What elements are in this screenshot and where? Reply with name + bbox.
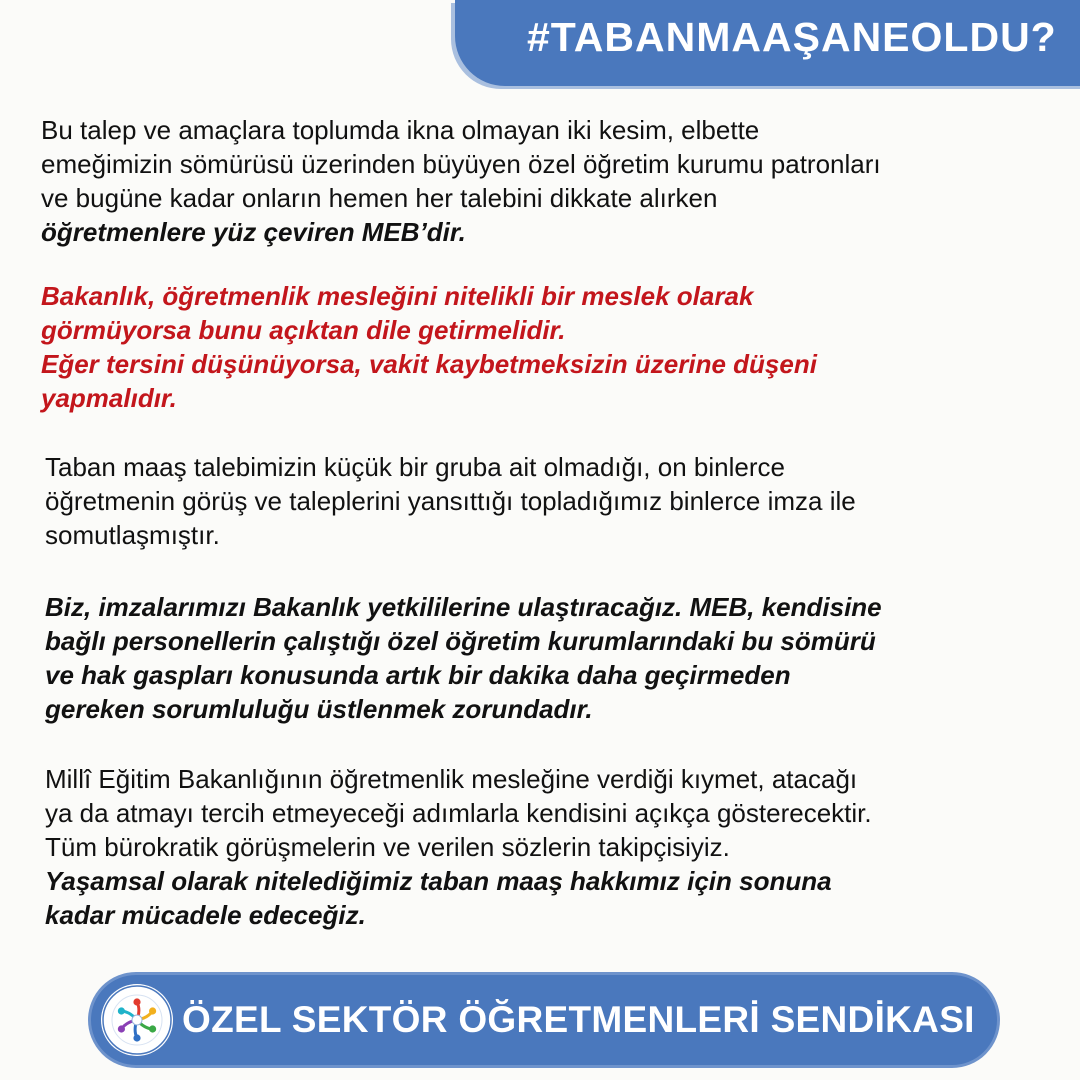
text-line: ve bugüne kadar onların hemen her talebini dikkate alırken <box>41 183 718 213</box>
text-line: bağlı personellerin çalıştığı özel öğretim kurumlarındaki bu sömürü <box>45 626 876 656</box>
text-line: gereken sorumluluğu üstlenmek zorundadır. <box>45 694 593 724</box>
union-logo-icon <box>101 984 173 1056</box>
text-line: görmüyorsa bunu açıktan dile getirmelidir. <box>41 315 566 345</box>
hashtag-text: #TABANMAAŞANEOLDU? <box>527 14 1057 60</box>
text-line: Bakanlık, öğretmenlik mesleğini nitelikli bir meslek olarak <box>41 281 754 311</box>
text-line: öğretmenin görüş ve taleplerini yansıttığı topladığımız binlerce imza ile <box>45 486 856 516</box>
footer-banner <box>88 972 1000 1068</box>
emphasis-line: Yaşamsal olarak nitelediğimiz taban maaş hakkımız için sonuna <box>45 866 832 896</box>
paragraph-struggle <box>45 762 1055 932</box>
text-line: ve hak gaspları konusunda artık bir dakika daha geçirmeden <box>45 660 791 690</box>
text-line: Bu talep ve amaçlara toplumda ikna olmayan iki kesim, elbette <box>41 115 760 145</box>
text-line: somutlaşmıştır. <box>45 520 220 550</box>
text-line: Tüm bürokratik görüşmelerin ve verilen sözlerin takipçisiyiz. <box>45 832 730 862</box>
hashtag-banner <box>455 0 1080 86</box>
paragraph-ministry-demand <box>41 279 1051 415</box>
text-line: Eğer tersini düşünüyorsa, vakit kaybetmeksizin üzerine düşeni <box>41 349 817 379</box>
text-line: Biz, imzalarımızı Bakanlık yetkililerine ulaştıracağız. MEB, kendisine <box>45 592 882 622</box>
emphasis-line: öğretmenlere yüz çeviren MEB’dir. <box>41 217 466 247</box>
text-line: Millî Eğitim Bakanlığının öğretmenlik mesleğine verdiği kıymet, atacağı <box>45 764 858 794</box>
paragraph-deliver-signatures <box>45 590 1055 726</box>
organization-name: ÖZEL SEKTÖR ÖĞRETMENLERİ SENDİKASI <box>182 999 975 1040</box>
text-line: ya da atmayı tercih etmeyeceği adımlarla kendisini açıkça gösterecektir. <box>45 798 872 828</box>
text-line: Taban maaş talebimizin küçük bir gruba ait olmadığı, on binlerce <box>45 452 785 482</box>
paragraph-signatures <box>45 450 1055 552</box>
text-line: emeğimizin sömürüsü üzerinden büyüyen özel öğretim kurumu patronları <box>41 149 881 179</box>
paragraph-patrons-meb <box>41 113 1051 249</box>
text-line: yapmalıdır. <box>41 383 177 413</box>
emphasis-line: kadar mücadele edeceğiz. <box>45 900 366 930</box>
union-logo-graphic <box>101 984 173 1056</box>
